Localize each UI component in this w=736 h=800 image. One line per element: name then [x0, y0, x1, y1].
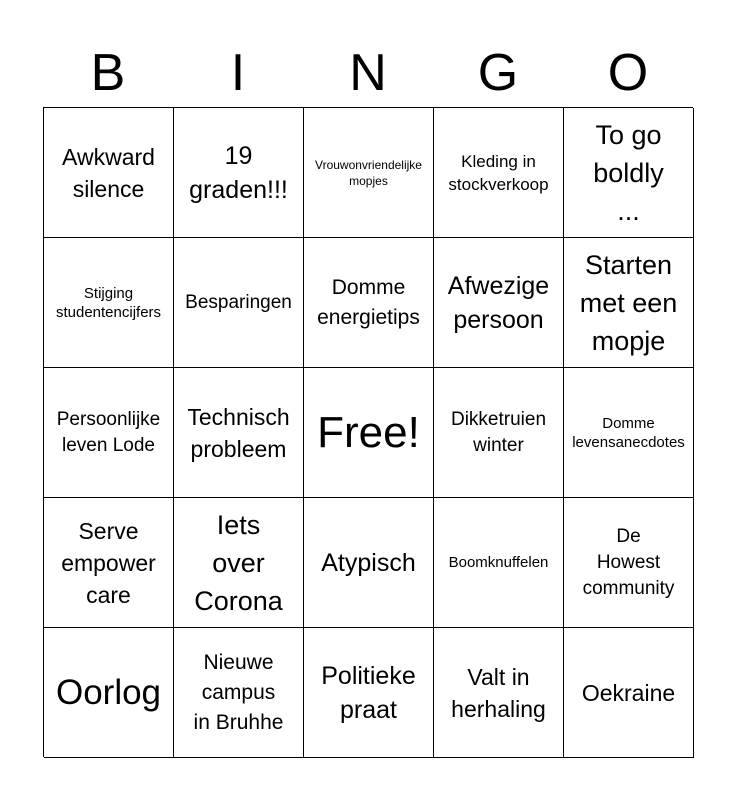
bingo-cell[interactable] [174, 108, 304, 238]
bingo-cell-free[interactable] [304, 368, 434, 498]
cell-text: Technisch probleem [187, 403, 290, 462]
cell-text: Iets over Corona [194, 509, 283, 616]
cell-text: Awkward silence [62, 143, 155, 202]
bingo-cell[interactable] [174, 368, 304, 498]
cell-text: Oekraine [581, 679, 676, 706]
cell-text: Domme energietips [317, 275, 420, 329]
bingo-cell[interactable] [564, 628, 694, 758]
header-letter-g: G [477, 44, 519, 102]
header-letter-i: I [230, 44, 246, 102]
header-letter-b: B [90, 44, 126, 102]
cell-text: Domme levensanecdotes [572, 414, 685, 451]
bingo-cell[interactable] [44, 368, 174, 498]
bingo-cell[interactable] [304, 108, 434, 238]
bingo-cell[interactable] [434, 238, 564, 368]
cell-text: Boomknuffelen [448, 554, 549, 571]
cell-text: Politieke praat [321, 661, 416, 724]
cell-text: Valt in herhaling [451, 663, 546, 722]
bingo-cell[interactable] [174, 238, 304, 368]
cell-text: Besparingen [185, 291, 292, 313]
cell-text: Nieuwe campus in Bruhhe [193, 650, 284, 734]
cell-text: Vrouwonvriendelijke mopjes [315, 157, 422, 188]
cell-text: Afwezige persoon [447, 271, 550, 334]
bingo-cell[interactable] [304, 498, 434, 628]
bingo-card-grid [43, 107, 693, 757]
cell-text: Kleding in stockverkoop [448, 151, 549, 194]
bingo-cell[interactable] [434, 368, 564, 498]
bingo-cell[interactable] [564, 238, 694, 368]
bingo-cell[interactable] [304, 238, 434, 368]
bingo-cell[interactable] [174, 498, 304, 628]
free-space-text: Free! [317, 407, 420, 457]
cell-text: Serve empower care [61, 517, 156, 608]
header-letter-o: O [607, 44, 649, 102]
header-letter-n: N [349, 44, 387, 102]
cell-text: 19 graden!!! [189, 141, 288, 204]
bingo-cell[interactable] [44, 238, 174, 368]
cell-text: Persoonlijke leven Lode [56, 408, 161, 456]
bingo-cell[interactable] [44, 628, 174, 758]
bingo-cell[interactable] [564, 108, 694, 238]
cell-text: Starten met een mopje [579, 249, 678, 356]
cell-text: Atypisch [321, 548, 416, 577]
bingo-cell[interactable] [434, 628, 564, 758]
cell-text: Oorlog [55, 672, 162, 712]
bingo-cell[interactable] [434, 108, 564, 238]
cell-text: Stijging studentencijfers [55, 284, 162, 321]
bingo-cell[interactable] [44, 498, 174, 628]
bingo-header [43, 40, 693, 106]
cell-text: De Howest community [582, 525, 675, 599]
bingo-cell[interactable] [44, 108, 174, 238]
bingo-cell[interactable] [564, 368, 694, 498]
bingo-cell[interactable] [174, 628, 304, 758]
bingo-cell[interactable] [304, 628, 434, 758]
bingo-cell[interactable] [564, 498, 694, 628]
bingo-cell[interactable] [434, 498, 564, 628]
cell-text: To go boldly ... [593, 119, 664, 226]
cell-text: Dikketruien winter [450, 408, 547, 456]
